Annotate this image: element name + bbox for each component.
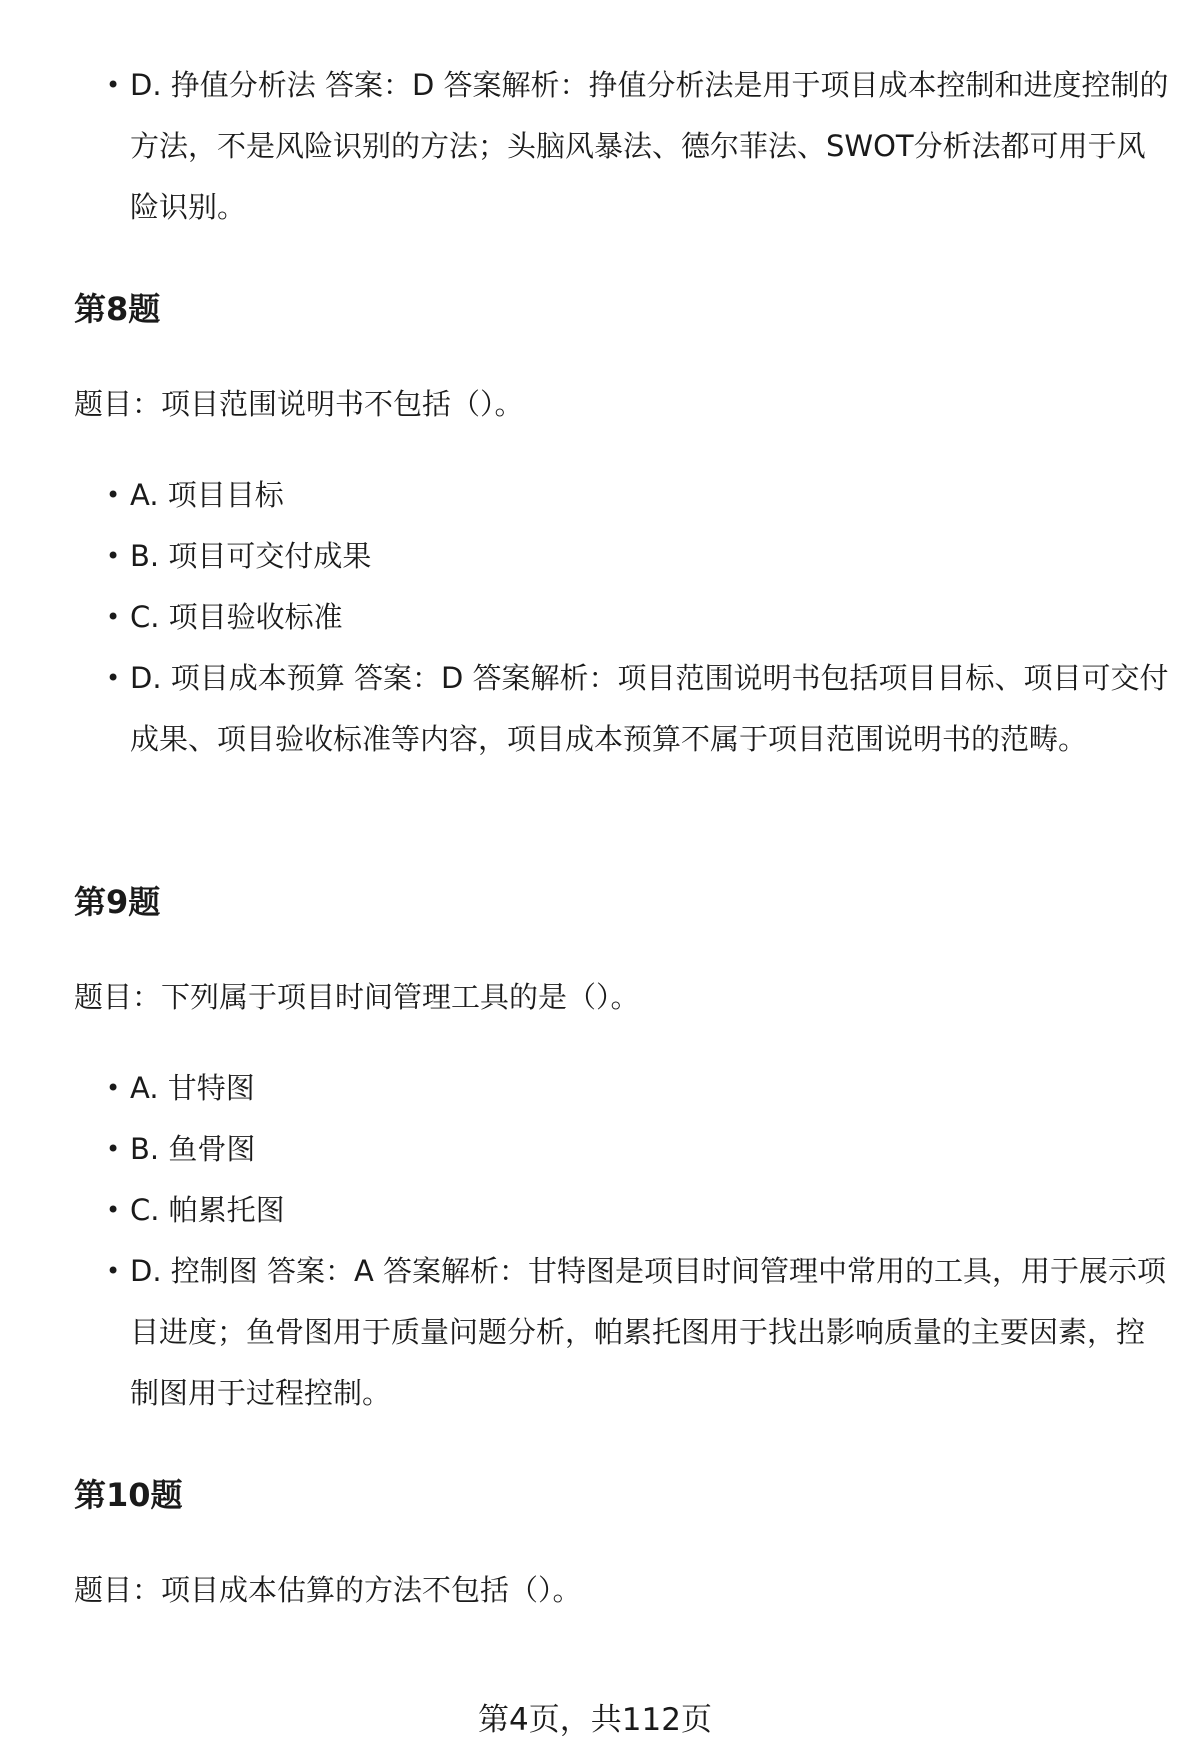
- option-text: B. 鱼骨图: [130, 1132, 256, 1166]
- bullet-icon: •: [106, 603, 121, 631]
- option-a: [106, 465, 1170, 526]
- bullet-icon: •: [106, 1257, 121, 1285]
- option-text: D. 挣值分析法 答案：D 答案解析：挣值分析法是用于项目成本控制和进度控制的方法，不是风险识别的方法；头脑风暴法、德尔菲法、SWOT分析法都可用于风险识别。: [130, 68, 1169, 224]
- bullet-icon: •: [106, 1135, 121, 1163]
- option-text: A. 甘特图: [130, 1071, 255, 1105]
- bullet-icon: •: [106, 542, 121, 570]
- bullet-icon: •: [106, 1196, 121, 1224]
- bullet-icon: •: [106, 664, 121, 692]
- option-c: [106, 1180, 1170, 1241]
- option-d: [106, 648, 1170, 770]
- option-a: [106, 1058, 1170, 1119]
- option-text: B. 项目可交付成果: [130, 539, 372, 573]
- question-stem: 题目：项目范围说明书不包括（）。: [74, 387, 524, 421]
- option-b: [106, 1119, 1170, 1180]
- option-text: A. 项目目标: [130, 478, 284, 512]
- page-number: 第4页，共112页: [478, 1702, 712, 1738]
- option-c: [106, 587, 1170, 648]
- question-title: 第10题: [74, 1476, 183, 1514]
- bullet-icon: •: [106, 481, 121, 509]
- question-stem: 题目：项目成本估算的方法不包括（）。: [74, 1573, 582, 1607]
- question-title: 第8题: [74, 290, 161, 328]
- option-text: C. 项目验收标准: [130, 600, 343, 634]
- option-text: D. 控制图 答案：A 答案解析：甘特图是项目时间管理中常用的工具，用于展示项目进度；鱼骨图用于质量问题分析，帕累托图用于找出影响质量的主要因素，控制图用于过程控制。: [130, 1254, 1167, 1410]
- option-b: [106, 526, 1170, 587]
- option-d: [106, 1241, 1170, 1424]
- question-stem: 题目：下列属于项目时间管理工具的是（）。: [74, 980, 640, 1014]
- option-text: C. 帕累托图: [130, 1193, 285, 1227]
- option-d: [106, 55, 1170, 238]
- option-text: D. 项目成本预算 答案：D 答案解析：项目范围说明书包括项目目标、项目可交付成果、项目验收标准等内容，项目成本预算不属于项目范围说明书的范畴。: [130, 661, 1169, 756]
- bullet-icon: •: [106, 71, 121, 99]
- question-title: 第9题: [74, 883, 161, 921]
- bullet-icon: •: [106, 1074, 121, 1102]
